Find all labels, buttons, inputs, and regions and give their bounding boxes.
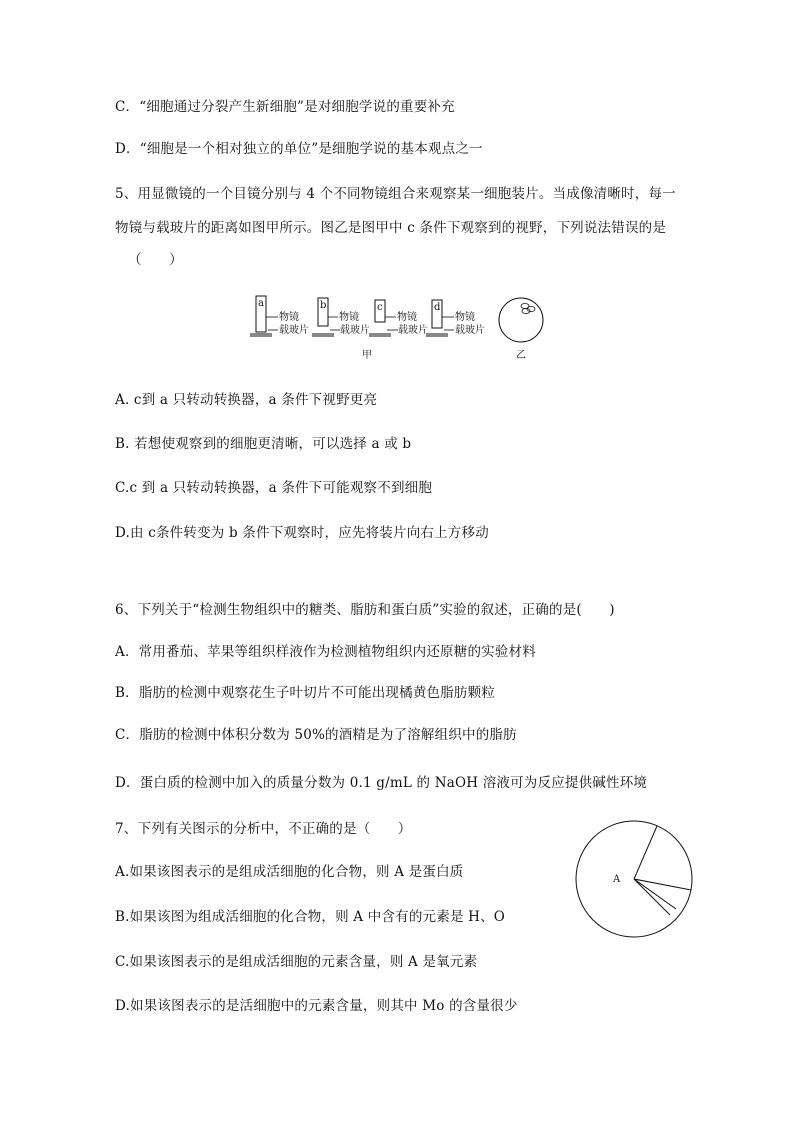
q6-option-c: C．脂肪的检测中体积分数为 50%的酒精是为了溶解组织中的脂肪 [115,727,517,743]
q5-stem-line2: 物镜与载玻片的距离如图甲所示。图乙是图甲中 c 条件下观察到的视野，下列说法错误的是 [115,220,667,236]
q5-option-a: A. c到 a 只转动转换器，a 条件下视野更亮 [115,392,378,408]
objective-b-letter: b [320,300,327,311]
q6-option-a: A．常用番茄、苹果等组织样液作为检测植物组织内还原糖的实验材料 [115,644,536,660]
objective-a-letter: a [258,298,264,309]
q6-option-d: D．蛋白质的检测中加入的质量分数为 0.1 g/mL 的 NaOH 溶液可为反应提供碱性环境 [115,775,648,791]
q6-option-b: B．脂肪的检测中观察花生子叶切片不可能出现橘黄色脂肪颗粒 [115,685,496,701]
q4-option-c: C．“细胞通过分裂产生新细胞”是对细胞学说的重要补充 [115,99,455,115]
objective-c-lens-label: 物镜 [397,312,417,323]
q7-pie-figure [574,819,694,939]
objective-a [250,296,309,336]
objective-c [369,300,428,336]
q5-stem-line1: 5、用显微镜的一个目镜分别与 4 个不同物镜组合来观察某一细胞装片。当成像清晰时，每一 [115,186,676,202]
pie-label-a: A [613,874,621,885]
figure-jia-caption: 甲 [362,350,372,361]
objective-b [312,298,370,336]
q7-option-d: D.如果该图表示的是活细胞中的元素含量，则其中 Mo 的含量很少 [115,998,518,1014]
objective-b-slide-label: 载玻片 [340,325,370,336]
q5-microscope-figure [248,290,558,370]
q5-answer-bracket: （ ） [128,252,183,268]
q5-option-d: D.由 c条件转变为 b 条件下观察时，应先将装片向右上方移动 [115,525,489,541]
objective-d [426,300,485,336]
objective-a-lens-label: 物镜 [279,312,299,323]
objective-d-lens-label: 物镜 [455,312,475,323]
q5-option-c: C.c 到 a 只转动转换器，a 条件下可能观察不到细胞 [115,480,433,496]
q7-option-c: C.如果该图表示的是组成活细胞的元素含量，则 A 是氧元素 [115,954,478,970]
q6-stem: 6、下列关于“检测生物组织中的糖类、脂肪和蛋白质”实验的叙述，正确的是( ) [115,602,615,618]
objective-d-slide-label: 载玻片 [455,325,485,336]
q7-option-b: B.如果该图为组成活细胞的化合物，则 A 中含有的元素是 H、O [115,909,506,925]
objective-c-slide-label: 载玻片 [398,325,428,336]
q7-option-a: A.如果该图表示的是组成活细胞的化合物，则 A 是蛋白质 [115,864,464,880]
figure-yi-caption: 乙 [516,350,526,361]
objective-a-slide-label: 载玻片 [279,325,309,336]
objective-d-letter: d [434,302,441,313]
q5-option-b: B. 若想使观察到的细胞更清晰，可以选择 a 或 b [115,436,412,452]
q7-stem: 7、下列有关图示的分析中，不正确的是（ ） [115,821,412,837]
objective-c-letter: c [377,302,383,313]
q4-option-d: D．“细胞是一个相对独立的单位”是细胞学说的基本观点之一 [115,141,483,157]
field-of-view [499,298,543,342]
objective-b-lens-label: 物镜 [339,312,359,323]
